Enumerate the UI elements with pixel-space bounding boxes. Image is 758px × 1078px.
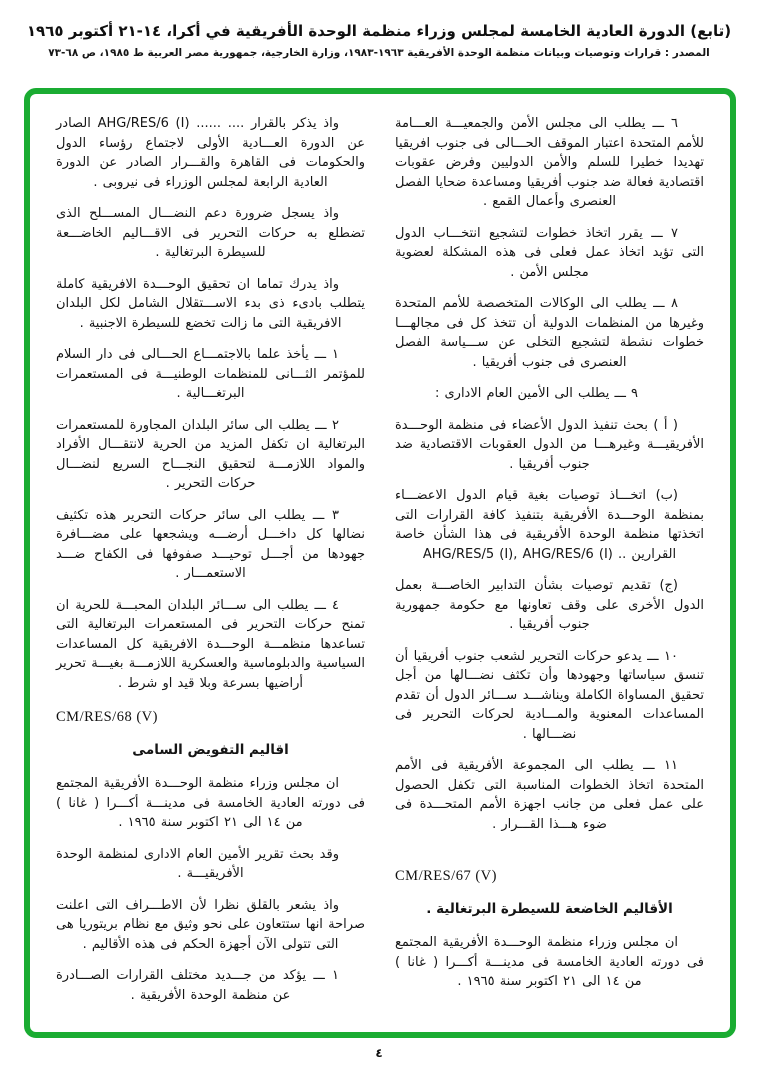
section-heading-high-commission-territories: اقاليم التفويض السامى [132,742,289,758]
preamble-recalling-resolution: واذ يذكر بالقرار .... ...... AHG/RES/6 (I)‎ الصادر عن الدورة العـــادية الأولى لاجتماع رؤساء الدول والحكومات فى القاهرة والقـــرار الصادر عن الدورة العادية الرابعة لمجلس الوزراء فى نيروبى . [56,116,365,190]
resolution-item-9a: ( أ ) بحث تنفيذ الدول الأعضاء فى منظمة الوحـــدة الأفريقيـــة وغيرهـــا من الدول العقوبات الاقتصادية ضد جنوب أفريقيا . [395,417,704,472]
operative-item-2: ٢ ـــ يطلب الى سائر البلدان المجاورة للمستعمرات البرتغالية ان تكفل المزيد من الحرية لانتقـــال الأفراد والمواد اللازمـــة لتحقيق النجـــاح السريع لنضـــال حركات التحرير . [56,417,365,491]
resolution-item-9: ٩ ـــ يطلب الى الأمين العام الادارى : [434,386,639,401]
operative-item-1: ١ ـــ يأخذ علما بالاجتمـــاع الحـــالى فى دار السلام للمؤتمر الثـــانى للمنظمات الوطنيـــة فى المستعمرات البرتغـــالية . [56,347,365,401]
source-citation: المصدر : قرارات وتوصيات وبيانات منظمة الوحدة الأفريقية ١٩٦٣-١٩٨٣، وزارة الخارجية، جمهورية مصر العربية ط ١٩٨٥، ص ٦٨-٧٣ [48,47,710,59]
resolution-item-10: ١٠ ـــ يدعو حركات التحرير لشعب جنوب أفريقيا أن تنسق سياساتها وجهودها وأن تكثف نضـــالها من أجل تحقيق المساواة الكاملة ويناشـــد ســـائر الدول أن تقدم المساعدات المعنوية والمـــادية لحركات التحرير فى نضـــالها . [395,648,704,742]
resolution-preamble-council: ان مجلس وزراء منظمة الوحـــدة الأفريقية المجتمع فى دورته العادية الخامسة فى مدينـــة أكـــرا ( غانا ) من ١٤ الى ٢١ اكتوبر سنة ١٩٦٥ . [56,776,365,830]
preamble-armed-struggle: واذ يسجل ضرورة دعم النضـــال المســـلح الذى تضطلع به حركات التحرير فى الاقـــاليم الخاضـــعة للسيطرة البرتغالية . [56,206,365,260]
resolution-item-9c: (ج) تقديم توصيات بشأن التدابير الخاصـــة بعمل الدول الأخرى على وقف تعاونها مع حكومة جمهورية جنوب أفريقيا . [395,578,704,632]
operative-item-4: ٤ ـــ يطلب الى ســـائر البلدان المحبـــة للحرية ان تمنح حركات التحرير فى المستعمرات البرتغالية التى تساعدها منظمـــة الوحـــدة الافريقية كل المساعدات السياسية والدبلوماسية والعسكرية اللازمـــة بغيـــة تحرير أراضيها بسرعة وبلا قيد او شرط . [56,597,365,691]
resolution-item-9b: (ب) اتخـــاذ توصيات بغية قيام الدول الاعضـــاء بمنظمة الوحـــدة الأفريقية بتنفيذ كافة القرارات التى اتخذتها منظمة الوحدة الأفريقية فى هذا الشأن خاصة القرارين .. AHG/RES/5 (I), AHG/RES/6 (I)‎ [395,488,704,562]
resolution-preamble: ان مجلس وزراء منظمة الوحـــدة الأفريقية المجتمع فى دورته العادية الخامسة فى مدينـــة أكـــرا ( غانا ) من ١٤ الى ٢١ اكتوبر سنة ١٩٦٥ . [395,935,704,989]
resolution-item-8: ٨ ـــ يطلب الى الوكالات المتخصصة للأمم المتحدة وغيرها من المنظمات الدولية أن تتخذ كل فى مجالهـــا خطوات نشطة لتشجيع التخلى عن ســـياسة الفصل العنصرى فى جنوب أفريقيا . [395,296,704,370]
operative-reaffirms: ١ ـــ يؤكد من جـــديد مختلف القرارات الصـــادرة عن منظمة الوحدة الأفريقية . [56,968,339,1003]
column-left [56,114,365,1016]
page-header [0,0,758,59]
preamble-secretary-report: وقد بحث تقرير الأمين العام الادارى لمنظمة الوحدة الأفريقيـــة . [56,846,339,881]
two-column-layout [56,114,704,1016]
preamble-concern-pretoria: واذ يشعر بالقلق نظرا لأن الاطـــراف التى اعلنت صراحة انها ستتعاون على نحو وثيق مع نظام بريتوريا هى التى تتولى الآن أجهزة الحكم فى هذه الأقاليم . [56,897,365,952]
section-heading-portuguese-territories: الأقاليم الخاضعة للسيطرة البرتغالية . [426,901,673,917]
column-right [395,114,704,1016]
preamble-african-unity: واذ يدرك تماما ان تحقيق الوحـــدة الافريقية كاملة يتطلب بادىء ذى بدء الاســـتقلال الشامل لكل البلدان الافريقية التى ما زالت تخضع للسيطرة الاجنبية . [56,276,365,331]
resolution-item-7: ٧ ـــ يقرر اتخاذ خطوات لتشجيع انتخـــاب الدول التى تؤيد اتخاذ عمل فعلى فى هذه المشكلة لعضوية مجلس الأمن . [395,225,704,280]
page-number: ٤ [375,1046,383,1060]
resolution-code-cm-res-68: CM/RES/68 (V) [56,709,158,725]
document-title: (تابع) الدورة العادية الخامسة لمجلس وزراء منظمة الوحدة الأفريقية في أكرا، ١٤-٢١ أكتوبر ١٩٦٥ [26,22,732,40]
resolution-item-11: ١١ ـــ يطلب الى المجموعة الأفريقية فى الأمم المتحدة اتخاذ الخطوات المناسبة التى تكفل الحصول على عمل فعلى من جانب اجهزة الأمم المتحـــدة فى ضوء هـــذا القـــرار . [395,758,704,832]
resolution-item-6: ٦ ـــ يطلب الى مجلس الأمن والجمعيـــة العـــامة للأمم المتحدة اعتبار الموقف الحـــالى فى جنوب افريقيا تهديدا خطيرا للسلم والأمن الدوليين وفرض عقوبات اقتصادية فعالة ضد جنوب أفريقيا ومساعدة ضحايا الفصل العنصرى وأعمال القمع . [395,116,704,209]
operative-item-3: ٣ ـــ يطلب الى سائر حركات التحرير هذه تكثيف نضالها كل داخـــل أرضـــه ويشجعها على مضـــافرة جهودها من أجـــل توحيـــد صفوفها فى الكفاح ضـــد الاستعمـــار . [56,507,365,581]
green-border-box [24,88,736,1038]
resolution-code-cm-res-67: CM/RES/67 (V) [395,868,497,884]
